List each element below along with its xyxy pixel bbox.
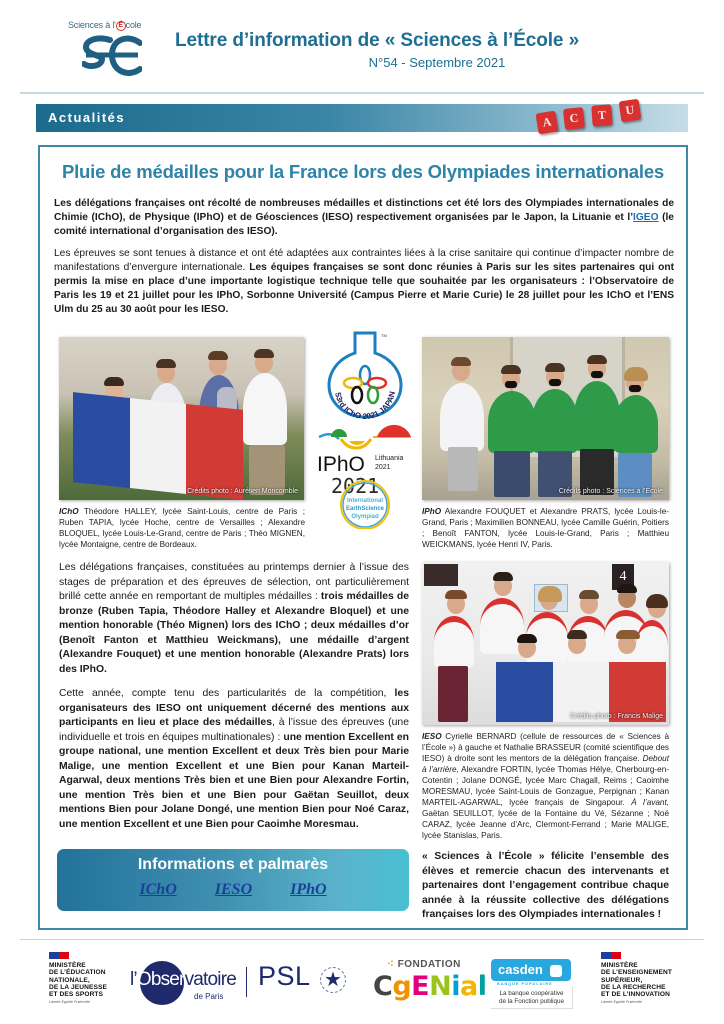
- psl-star-icon: ★: [320, 967, 346, 993]
- article-frame: [38, 145, 688, 930]
- logo-tagline: Sciences à l' É cole: [68, 20, 142, 30]
- psl-logo[interactable]: PSL: [258, 961, 311, 991]
- header-divider: [20, 92, 704, 94]
- logo-separator: [246, 967, 247, 997]
- congratulations-paragraph: « Sciences à l’École » félicite l’ensemble des élèves et remercie chacun des intervenants et partenaires dont l’engagement contribue chaque année à la réussite collective des délégations françaises lors des Olympiades internationales !: [422, 851, 669, 920]
- ipho-link[interactable]: IPhO: [290, 881, 327, 898]
- article-title: Pluie de médailles pour la France lors des Olympiades internationales: [61, 161, 665, 182]
- casden-logo[interactable]: casden BANQUE POPULAIRE La banque coopérative de la Fonction publique: [491, 959, 573, 1012]
- svg-text:TM: TM: [381, 333, 387, 338]
- intro-paragraph: Les délégations françaises ont récolté de nombreuses médailles et distinctions cet été lors des Olympiades internationales de Chimie (IChO), de Physique (IPhO) et de Géosciences (IESO) respectivement organisées par le Japon, la Lituanie et l’IGEO (le comité international d’organisation des IESO).: [54, 198, 674, 237]
- igeo-link[interactable]: IGEO: [633, 212, 659, 223]
- room-number-sign: 4: [612, 564, 634, 590]
- ipho-team-photo: [422, 337, 669, 500]
- partner-logos-footer: [0, 945, 724, 1024]
- actu-letter-tile: C: [563, 107, 585, 130]
- actu-letter-tile: A: [535, 111, 558, 135]
- actu-letter-tile: T: [591, 104, 612, 126]
- ipho-photo-caption: IPhO Alexandre FOUQUET et Alexandre PRATS, lycée Louis-le-Grand, Paris ; Maximilien BONNEAU, lycée Camille Guérin, Poitiers ; Benoît FANTON, lycée Louis-le-Grand, Paris ; Matthieu WEICKMANS, lycée Henri IV, Paris.: [422, 507, 669, 549]
- icho-team-photo: [59, 337, 304, 500]
- actu-letter-tile: U: [619, 99, 642, 123]
- newsletter-header: [0, 0, 724, 95]
- icho-photo-caption: IChO Théodore HALLEY, lycée Saint-Louis, centre de Paris ; Ruben TAPIA, lycée Hoche, centre de Versailles ; Alexandre BLOQUEL, lycée Louis-Le-Grand, centre de Paris ; Théo MIGNEN, lycée Montaigne, centre de Bordeaux.: [59, 507, 305, 549]
- ministry-education-logo[interactable]: MINISTÈRE DE L’ÉDUCATION NATIONALE, DE LA JEUNESSE ET DES SPORTS Liberté Égalité Fraternité: [49, 952, 107, 1004]
- info-box-title: Informations et palmarès: [137, 856, 329, 873]
- svg-text:2021: 2021: [331, 474, 380, 498]
- svg-text:2021: 2021: [375, 464, 391, 471]
- svg-text:Lithuania: Lithuania: [375, 455, 404, 462]
- section-title: Actualités: [48, 110, 126, 125]
- marianne-flag-icon: [49, 952, 69, 959]
- ieso-photo-caption: IESO Cyrielle BERNARD (cellule de ressources de « Sciences à l’École ») à gauche et Nathalie BRASSEUR (comité scientifique des IESO) à droite sont les mentors de la délégation française. Debout à l’arrière, Alexandre FORTIN, lycée Thomas Hélye, Cherbourg-en-Cotentin ; Jolane DONGÉ, lycée Marc Chagall, Reims ; Caoimhe MORESMAU, lycée Saint-Louis de Gonzague, Perpignan ; Kanan MARTEIL-AGARWAL, lycée français de Singapour. À l’avant, Gaëtan SEUILLOT, lycée de la Fontaine du Vé, Sézanne ; Noé CARAZ, lycée Jeanne d’Arc, Clermont-Ferrand ; Marie MALIGE, lycée Stanislas, Paris.: [422, 732, 669, 840]
- e-circle-icon: É: [116, 21, 126, 31]
- ministry-research-logo[interactable]: MINISTÈRE DE L’ENSEIGNEMENT SUPÉRIEUR, DE LA RECHERCHE ET DE L’INNOVATION Liberté Égalité Fraternité: [601, 952, 672, 1004]
- medals-paragraph: Les délégations françaises, constituées au printemps dernier à l’issue des stages de préparation et des épreuves de sélection, ont particulièrement brillé cette année en remportant de multiples médailles : trois médailles de bronze (Ruben Tapia, Théodore Halley et Alexandre Bloquel) et une mention honorable (Théo Mignen) lors des IChO ; deux médailles d’or (Benoît Fanton et Matthieu Weickmans), une médaille d’argent (Alexandre Fouquet) et une mention honorable (Alexandre Prats) lors des IPhO.: [59, 562, 409, 675]
- ieso-mentions-paragraph: Cette année, compte tenu des particularités de la compétition, les organisateurs des IESO ont uniquement décerné des mentions aux participants en lieu et place des médailles, à l’issue des épreuves (une individuelle et trois en équipes multinationales) : une mention Excellent en groupe national, une mention Excellent et deux Très bien pour Marie Malige, une mention Excellent et une Bien pour Kanan Marteil-Agarwal, deux mentions Très bien et une Bien pour Alexandre Fortin, une mention Très bien et une Bien pour Gaëtan Seuillot, deux mentions Bien pour Jolane Dongé, une mention Bien pour Noé Caraz, une mention Excellent et une Bien pour Caoimhe Moresmau.: [59, 688, 410, 830]
- svg-text:53rd IChO 2021 JAPAN: 53rd IChO 2021 JAPAN: [333, 390, 397, 422]
- info-palmares-box: [57, 849, 409, 911]
- issue-number: N°54 - Septembre 2021: [368, 55, 506, 70]
- actu-badge: [537, 99, 657, 139]
- french-flag: [73, 392, 243, 500]
- footer-divider: [20, 939, 704, 940]
- info-box-links: [57, 881, 409, 899]
- svg-text:Olympiad: Olympiad: [351, 514, 379, 520]
- photo-credit: Crédits photo : Francis Malige: [570, 713, 663, 720]
- photo-credit: Crédits photo : Sciences à l’École: [558, 488, 663, 495]
- svg-text:EarthScience: EarthScience: [345, 506, 385, 512]
- svg-text:IPhO: IPhO: [317, 453, 365, 476]
- svg-text:International: International: [346, 498, 384, 504]
- olympiad-logos: [315, 329, 415, 524]
- fondation-cgenial-logo[interactable]: ⁖ FONDATION CgENial: [373, 959, 487, 1002]
- ieso-team-photo: [422, 562, 669, 725]
- ieso-link[interactable]: IESO: [214, 881, 253, 898]
- icho-link[interactable]: IChO: [139, 881, 177, 898]
- casden-mark-icon: [550, 965, 562, 977]
- photo-credit: Crédits photo : Aurélien Moncomble: [187, 488, 298, 495]
- exit-sign: [424, 564, 458, 586]
- newsletter-title: Lettre d’information de « Sciences à l’École »: [175, 30, 580, 51]
- olympiad-logos-icon: [315, 329, 415, 529]
- context-paragraph: Les épreuves se sont tenues à distance et ont été adaptées aux contraintes liées à la crise sanitaire qui continue d’impacter nombre de manifestations d’envergure internationale. Les équipes françaises se sont donc réunies à Paris sur les sites partenaires qui ont permis la mise en place d’une importante logistique technique telle que souhaitée par les organisateurs : l’Observatoire de Paris les 19 et 21 juillet pour les IPhO, Sorbonne Université (Campus Pierre et Marie Curie) le 28 juillet pour les IChO et l’ENS Ulm du 25 au 30 août pour les IESO.: [54, 248, 675, 315]
- marianne-flag-icon: [601, 952, 621, 959]
- observatoire-de-paris-logo[interactable]: l’Observatoire de Paris: [130, 961, 240, 1005]
- sciences-a-l-ecole-logo[interactable]: [68, 20, 158, 85]
